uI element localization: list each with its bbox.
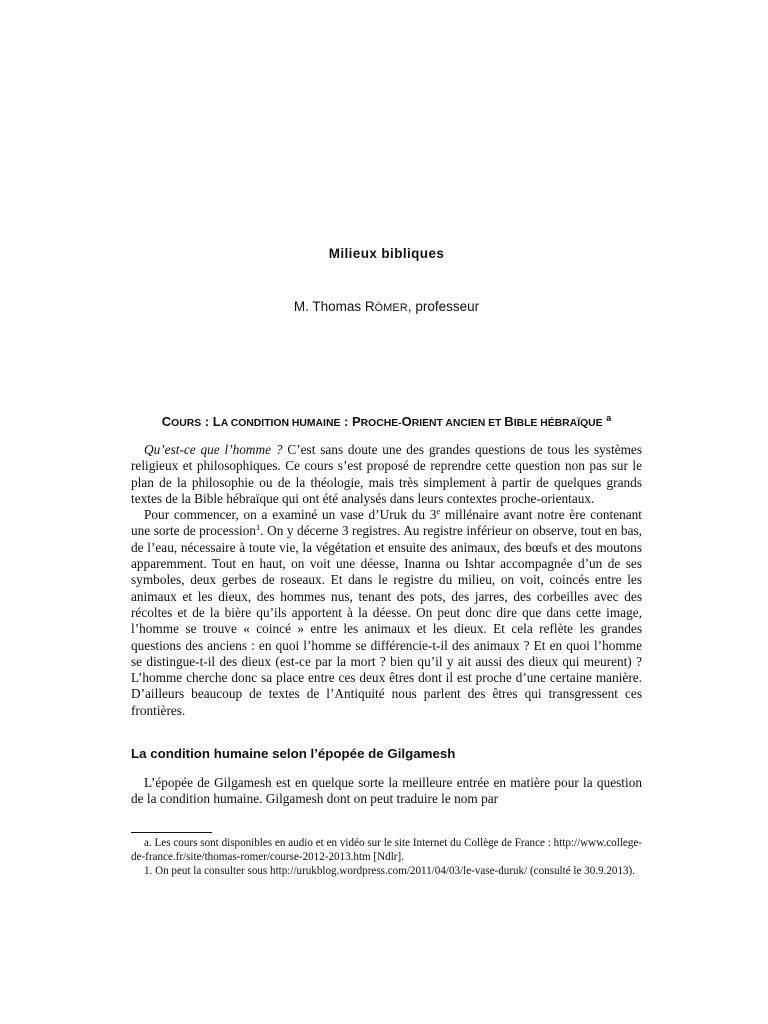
course-o-initial: O [401, 414, 412, 429]
footnote-a: a. Les cours sont disponibles en audio et en vidéo sur le site Internet du Collège de France : http://www.college-de-france.fr/site/thomas-romer/course-2012-2013.htm [Ndlr]. [131, 837, 642, 863]
opening-question: Qu’est-ce que l’homme ? [144, 442, 283, 457]
paragraph: L’épopée de Gilgamesh est en quelque sorte la meilleure entrée en matière pour la question de la condition humaine. Gilgamesh dont on peut traduire le nom par [131, 775, 642, 807]
author-line [131, 299, 642, 314]
document-title: Milieux bibliques [328, 246, 445, 261]
course-b-rest: IBLE HÉBRAÏQUE [513, 418, 603, 429]
author-suffix: , professeur [407, 299, 480, 314]
paragraph [131, 442, 642, 507]
paragraph-text: Pour commencer, on a examiné un vase d’Uruk du 3 [144, 507, 437, 523]
course-p-initial: P [351, 414, 361, 429]
paragraph-text: C’est sans doute une des grandes questions de tous les systèmes religieux et philosophiques. Ce cours s’est proposé de reprendre cette question non pas sur le plan de la philosophie ou de la théologie, mais très simplement à partir de quelques grands textes de la Bible hébraïque qui ont été analysés dans leurs contextes proche-orientaux. [131, 442, 643, 506]
author-prefix: M. Thomas [293, 299, 365, 314]
paragraph-text: . On y décerne 3 registres. Au registre inférieur on observe, tout en bas, de l’eau, nécessaire à toute vie, la végétation et ensuite des animaux, des bœufs et des moutons apparemment. Tout en haut, on voit une déesse, Inanna ou Ishtar accompagnée d’un de ses symboles, deux gerbes de roseaux. Et dans le registre du milieu, on voit, coincés entre les animaux et les dieux, des hommes nus, tenant des pots, des jarres, des corbeilles avec des récoltes et de la bière qu’ils apportent à la déesse. On peut donc dire que dans cette image, l’homme se trouve « coincé » entre les animaux et les dieux. Et cela reflète les grandes questions des anciens : en quoi l’homme se différencie-t-il des animaux ? Et en quoi l’homme se distingue-t-il des dieux (est-ce par la mort ? bien qu’il y ait aussi des dieux qui meurent) ? L’homme cherche donc sa place entre ces deux êtres dont il est proche d’une certaine manière. D’ailleurs beaucoup de textes de l’Antiquité nous parlent des êtres qui transgressent ces frontières. [131, 523, 642, 718]
section-text [131, 775, 642, 808]
paragraph-text: millénaire avant notre ère contenant une sorte de procession [131, 507, 642, 539]
section-heading: La condition humaine selon l’épopée de Gilgamesh [131, 746, 456, 761]
footnote-divider [131, 832, 212, 833]
footnote-1: 1. On peut la consulter sous http://urukblog.wordpress.com/2011/04/03/le-vase-duruk/ (consulté le 30.9.2013). [144, 865, 636, 877]
course-la-initial: L [212, 414, 221, 429]
course-sep-1: : [201, 414, 213, 429]
intro-text [131, 442, 642, 719]
course-word-initial: C [161, 414, 172, 429]
course-la-rest: A CONDITION HUMAINE [220, 418, 341, 429]
superscript-e: e [436, 506, 441, 517]
footnotes [131, 836, 642, 878]
author-surname-initial: R [364, 299, 375, 314]
course-o-rest: RIENT ANCIEN ET [411, 418, 505, 429]
course-footnote-mark: a [606, 413, 612, 423]
course-b-initial: B [504, 414, 514, 429]
author-surname-rest: ÖMER [374, 302, 408, 314]
paragraph [131, 507, 642, 719]
course-p-rest: ROCHE- [360, 418, 402, 429]
course-sep-2: : [340, 414, 352, 429]
footnote-ref-1: 1 [256, 522, 261, 533]
course-heading [131, 413, 642, 429]
course-word-rest: OURS [171, 418, 202, 429]
